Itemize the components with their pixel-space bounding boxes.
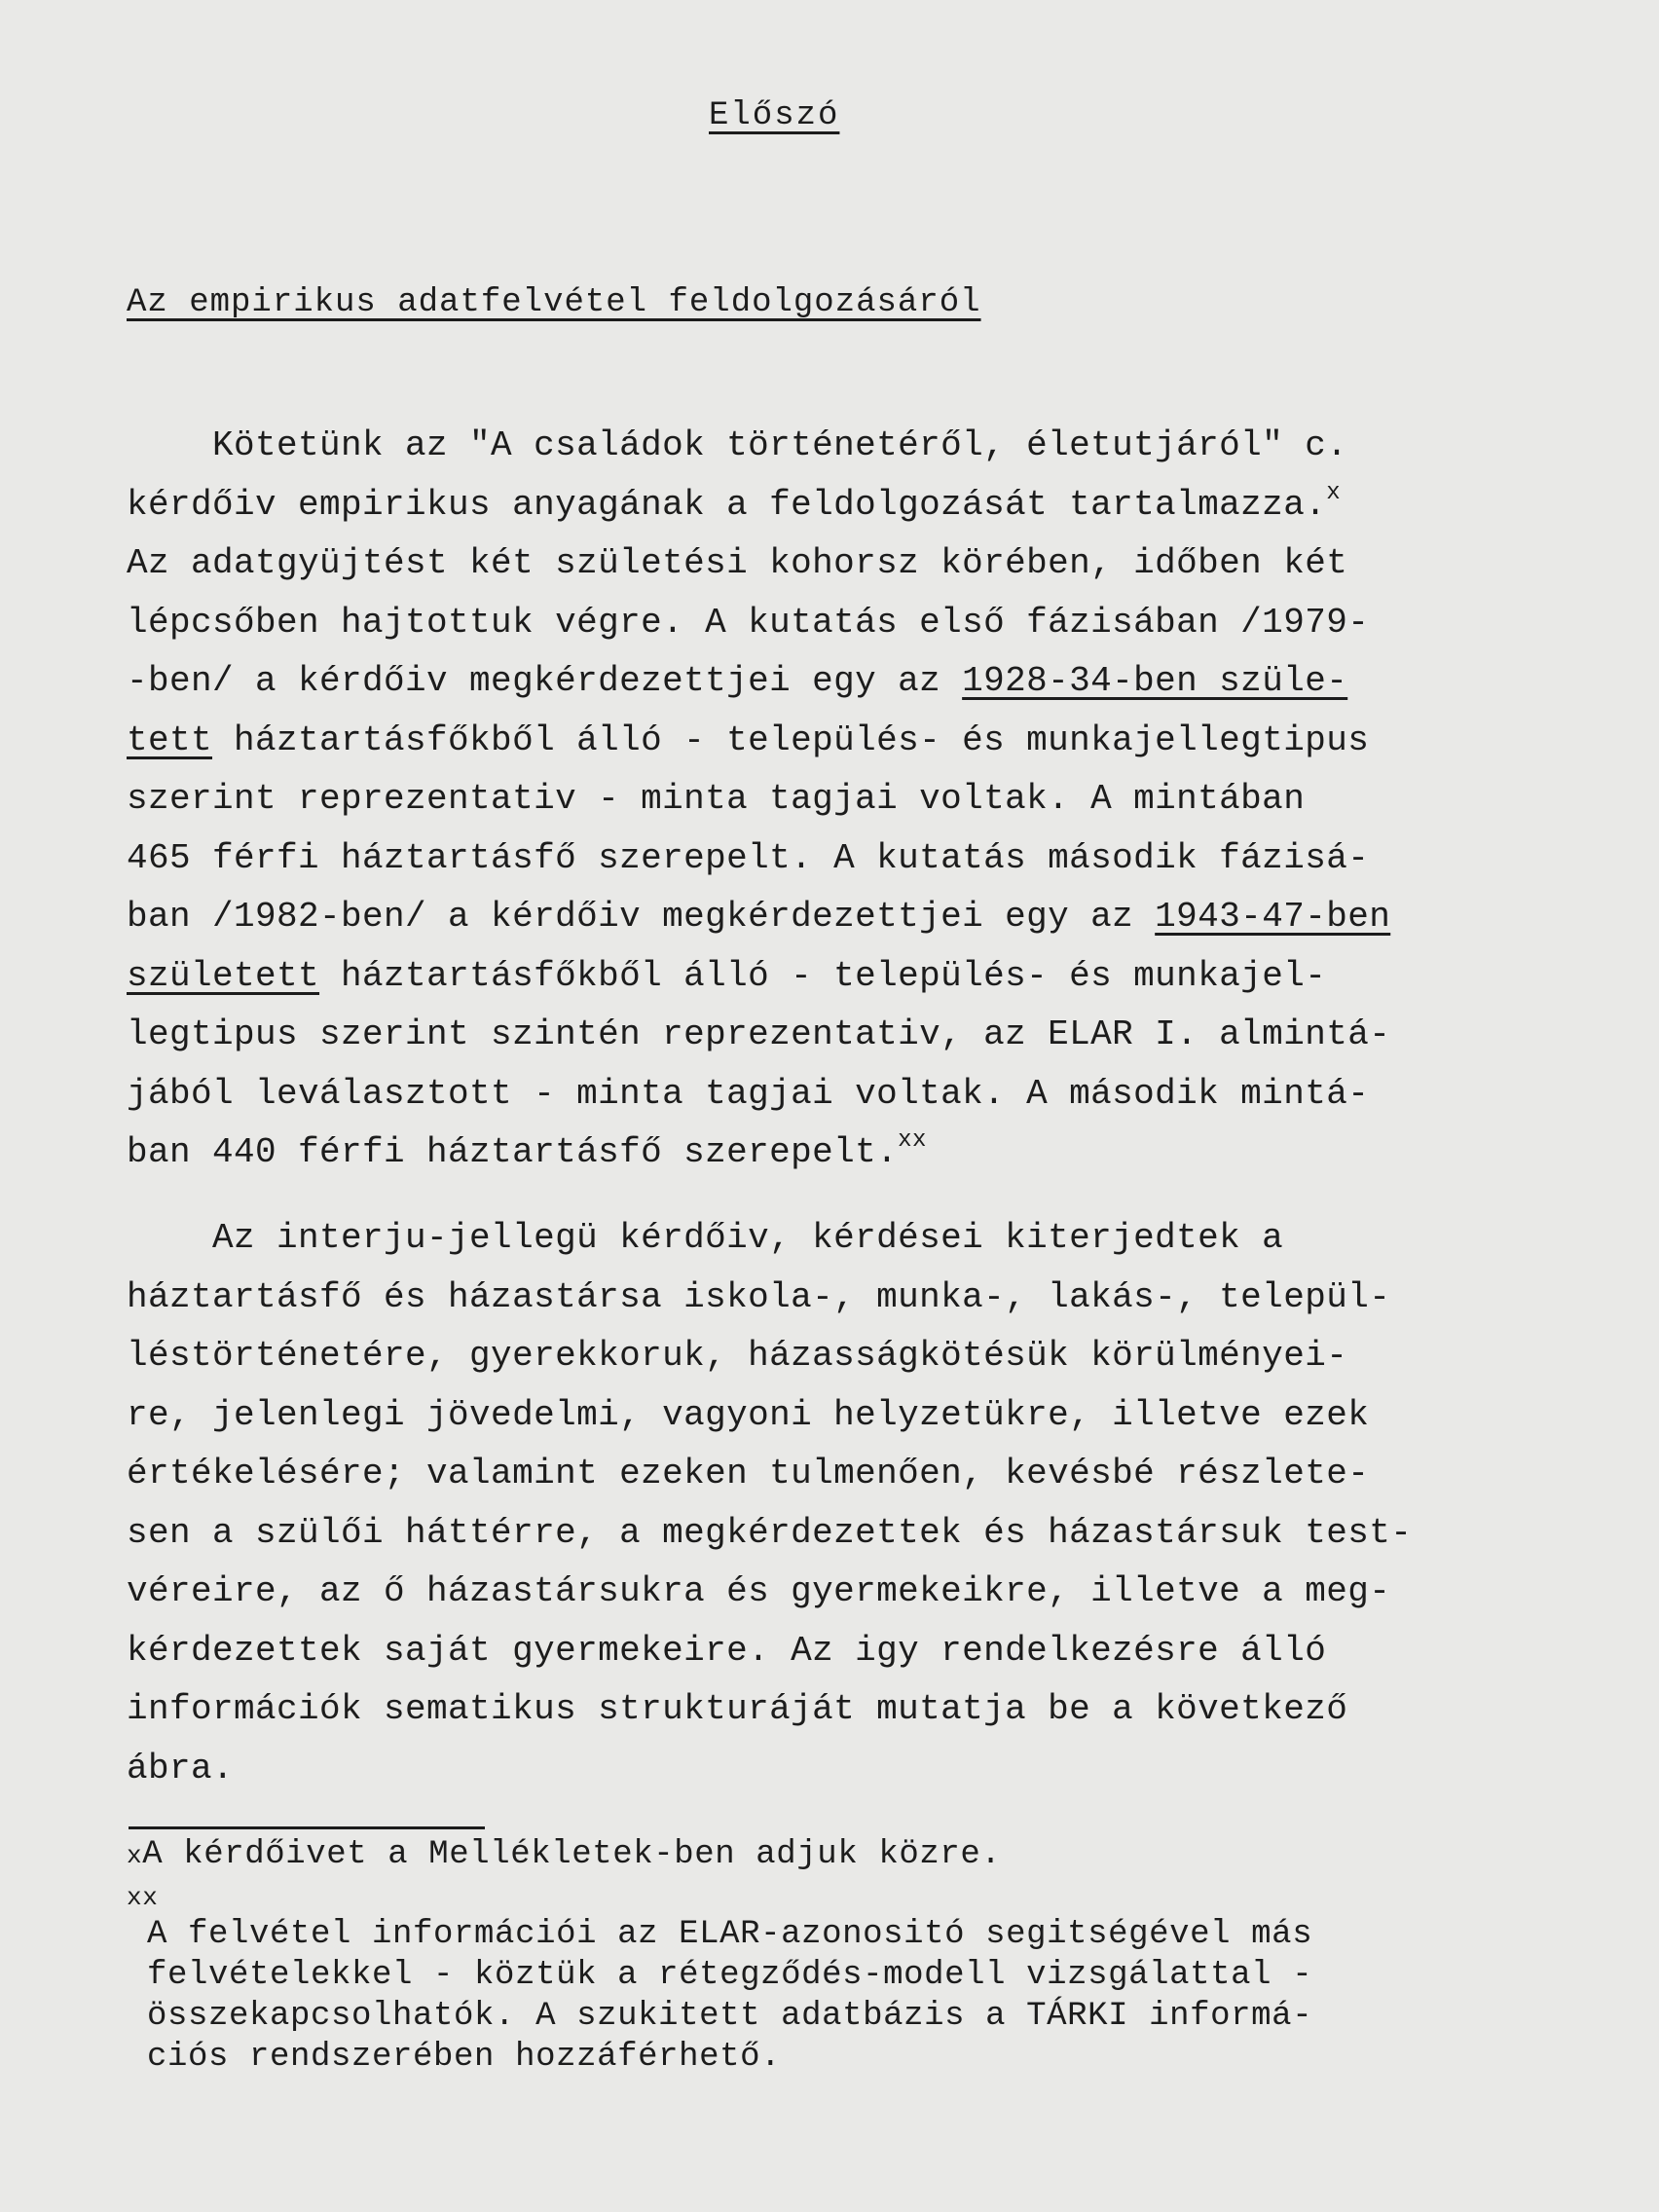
underlined-text: tett [127, 719, 213, 760]
paragraph-2 [127, 1209, 1567, 1798]
footnote-line: A felvétel információi az ELAR-azonositó segitségével más [127, 1916, 1313, 1953]
footnote-ref: x [1326, 479, 1342, 506]
underlined-text: 1928-34-ben szüle- [962, 661, 1348, 701]
footnote-line: felvételekkel - köztük a rétegződés-modell vizsgálattal - [127, 1957, 1313, 1994]
text-line: -ben/ a kérdőiv megkérdezettjei egy az 1928-34-ben szüle- [127, 661, 1348, 701]
text-line: léstörténetére, gyerekkoruk, házasságkötésük körülményei- [127, 1336, 1348, 1376]
footnote-1 [127, 1834, 1567, 1875]
paragraph-1 [127, 417, 1567, 1183]
text-line: Az interju-jellegü kérdőiv, kérdései kiterjedtek a [127, 1218, 1284, 1258]
text-line: re, jelenlegi jövedelmi, vagyoni helyzetükre, illetve ezek [127, 1394, 1370, 1435]
text-line: szerint reprezentativ - minta tagjai voltak. A mintában [127, 779, 1306, 819]
text-line: legtipus szerint szintén reprezentativ, az ELAR I. almintá- [127, 1014, 1391, 1054]
footnote-mark: xx [127, 1883, 159, 1912]
text-line: 465 férfi háztartásfő szerepelt. A kutatás második fázisá- [127, 837, 1370, 878]
text-line: Kötetünk az "A családok történetéről, életutjáról" c. [127, 425, 1348, 465]
page-title: Előszó [709, 97, 840, 134]
text-line: ábra. [127, 1748, 235, 1788]
footnote-line: xA kérdőivet a Mellékletek-ben adjuk közre. [127, 1836, 1002, 1873]
text-line: jából leválasztott - minta tagjai voltak. A második mintá- [127, 1073, 1370, 1114]
text-line: véreire, az ő házastársukra és gyermekeikre, illetve a meg- [127, 1571, 1391, 1611]
text-line: lépcsőben hajtottuk végre. A kutatás első fázisában /1979- [127, 602, 1370, 643]
text-line: információk sematikus strukturáját mutatja be a következő [127, 1689, 1348, 1729]
text-line: kérdezettek saját gyermekeire. Az igy rendelkezésre álló [127, 1630, 1327, 1671]
text-line: ban /1982-ben/ a kérdőiv megkérdezettjei egy az 1943-47-ben [127, 897, 1391, 937]
footnote-divider [129, 1826, 485, 1829]
underlined-text: született [127, 955, 320, 996]
footnote-line: összekapcsolhatók. A szukitett adatbázis a TÁRKI informá- [127, 1998, 1313, 2035]
text-line: sen a szülői háttérre, a megkérdezettek és házastársuk test- [127, 1512, 1413, 1553]
text-line: ban 440 férfi háztartásfő szerepelt.$^{xx}$ [127, 1127, 927, 1172]
text-line: kérdőiv empirikus anyagának a feldolgozását tartalmazza.$^x$ [127, 479, 1342, 525]
text-line: született háztartásfőkből álló - település- és munkajel- [127, 955, 1327, 996]
footnote-ref: xx [898, 1127, 927, 1154]
text-line: tett háztartásfőkből álló - település- és munkajellegtipus [127, 719, 1370, 760]
footnote-2 [127, 1879, 1567, 2078]
text-line: értékelésére; valamint ezeken tulmenően, kevésbé részlete- [127, 1454, 1370, 1493]
footnote-mark: x [127, 1841, 143, 1870]
section-heading: Az empirikus adatfelvétel feldolgozásáról [127, 284, 981, 321]
text-line: háztartásfő és házastársa iskola-, munka-, lakás-, települ- [127, 1276, 1391, 1317]
text-line: Az adatgyüjtést két születési kohorsz körében, időben két [127, 543, 1348, 583]
underlined-text: 1943-47-ben [1155, 897, 1391, 937]
footnote-line: ciós rendszerében hozzáférhető. [127, 2039, 782, 2076]
